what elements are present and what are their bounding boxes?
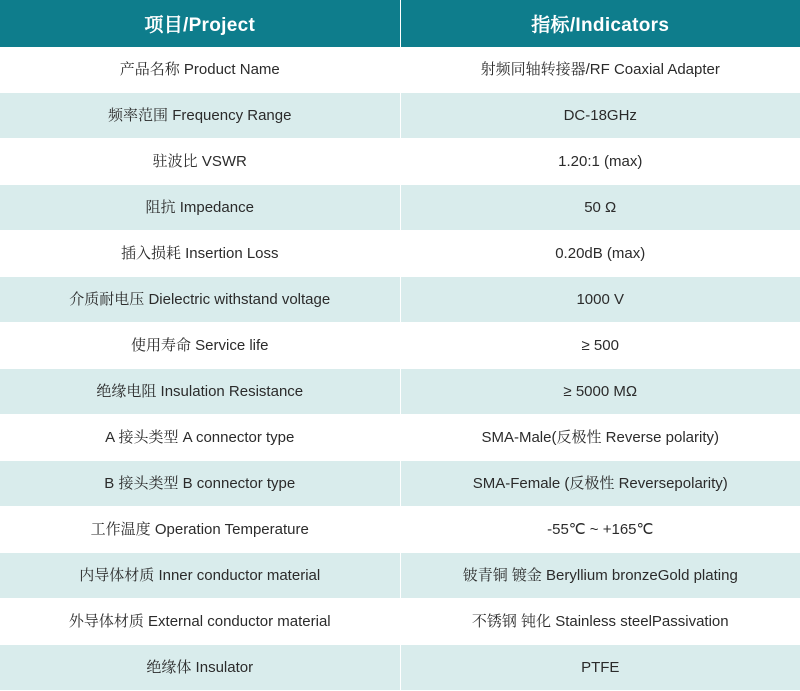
table-row — [0, 599, 800, 645]
cell-indicator: 1000 V — [400, 277, 800, 323]
cell-indicator: 不锈钢 钝化 Stainless steelPassivation — [400, 599, 800, 645]
cell-indicator: 铍青铜 镀金 Beryllium bronzeGold plating — [400, 553, 800, 599]
cell-indicator: 0.20dB (max) — [400, 231, 800, 277]
column-header-project: 项目/Project — [0, 0, 400, 47]
cell-indicator: SMA-Male(反极性 Reverse polarity) — [400, 415, 800, 461]
cell-project: 阻抗 Impedance — [0, 185, 400, 231]
table-header — [0, 0, 800, 47]
table-row — [0, 231, 800, 277]
cell-project: 外导体材质 External conductor material — [0, 599, 400, 645]
cell-project: 产品名称 Product Name — [0, 47, 400, 93]
cell-project: 驻波比 VSWR — [0, 139, 400, 185]
cell-indicator: 50 Ω — [400, 185, 800, 231]
table-row — [0, 645, 800, 691]
cell-project: 内导体材质 Inner conductor material — [0, 553, 400, 599]
cell-indicator: -55℃ ~ +165℃ — [400, 507, 800, 553]
cell-project: 绝缘体 Insulator — [0, 645, 400, 691]
column-header-indicators: 指标/Indicators — [400, 0, 800, 47]
cell-project: 插入损耗 Insertion Loss — [0, 231, 400, 277]
table-row — [0, 93, 800, 139]
table-row — [0, 323, 800, 369]
table-header-row — [0, 0, 800, 47]
table-row — [0, 185, 800, 231]
table-body — [0, 47, 800, 691]
cell-project: 介质耐电压 Dielectric withstand voltage — [0, 277, 400, 323]
table-row — [0, 277, 800, 323]
cell-project: A 接头类型 A connector type — [0, 415, 400, 461]
table-row — [0, 369, 800, 415]
table-row — [0, 507, 800, 553]
cell-indicator: PTFE — [400, 645, 800, 691]
table-row — [0, 461, 800, 507]
cell-indicator: DC-18GHz — [400, 93, 800, 139]
cell-indicator: 射频同轴转接器/RF Coaxial Adapter — [400, 47, 800, 93]
cell-project: 使用寿命 Service life — [0, 323, 400, 369]
cell-indicator: 1.20:1 (max) — [400, 139, 800, 185]
cell-project: 频率范围 Frequency Range — [0, 93, 400, 139]
cell-indicator: SMA-Female (反极性 Reversepolarity) — [400, 461, 800, 507]
cell-indicator: ≥ 5000 MΩ — [400, 369, 800, 415]
cell-indicator: ≥ 500 — [400, 323, 800, 369]
cell-project: B 接头类型 B connector type — [0, 461, 400, 507]
cell-project: 工作温度 Operation Temperature — [0, 507, 400, 553]
table-row — [0, 415, 800, 461]
table-row — [0, 139, 800, 185]
table-row — [0, 47, 800, 93]
table-row — [0, 553, 800, 599]
cell-project: 绝缘电阻 Insulation Resistance — [0, 369, 400, 415]
